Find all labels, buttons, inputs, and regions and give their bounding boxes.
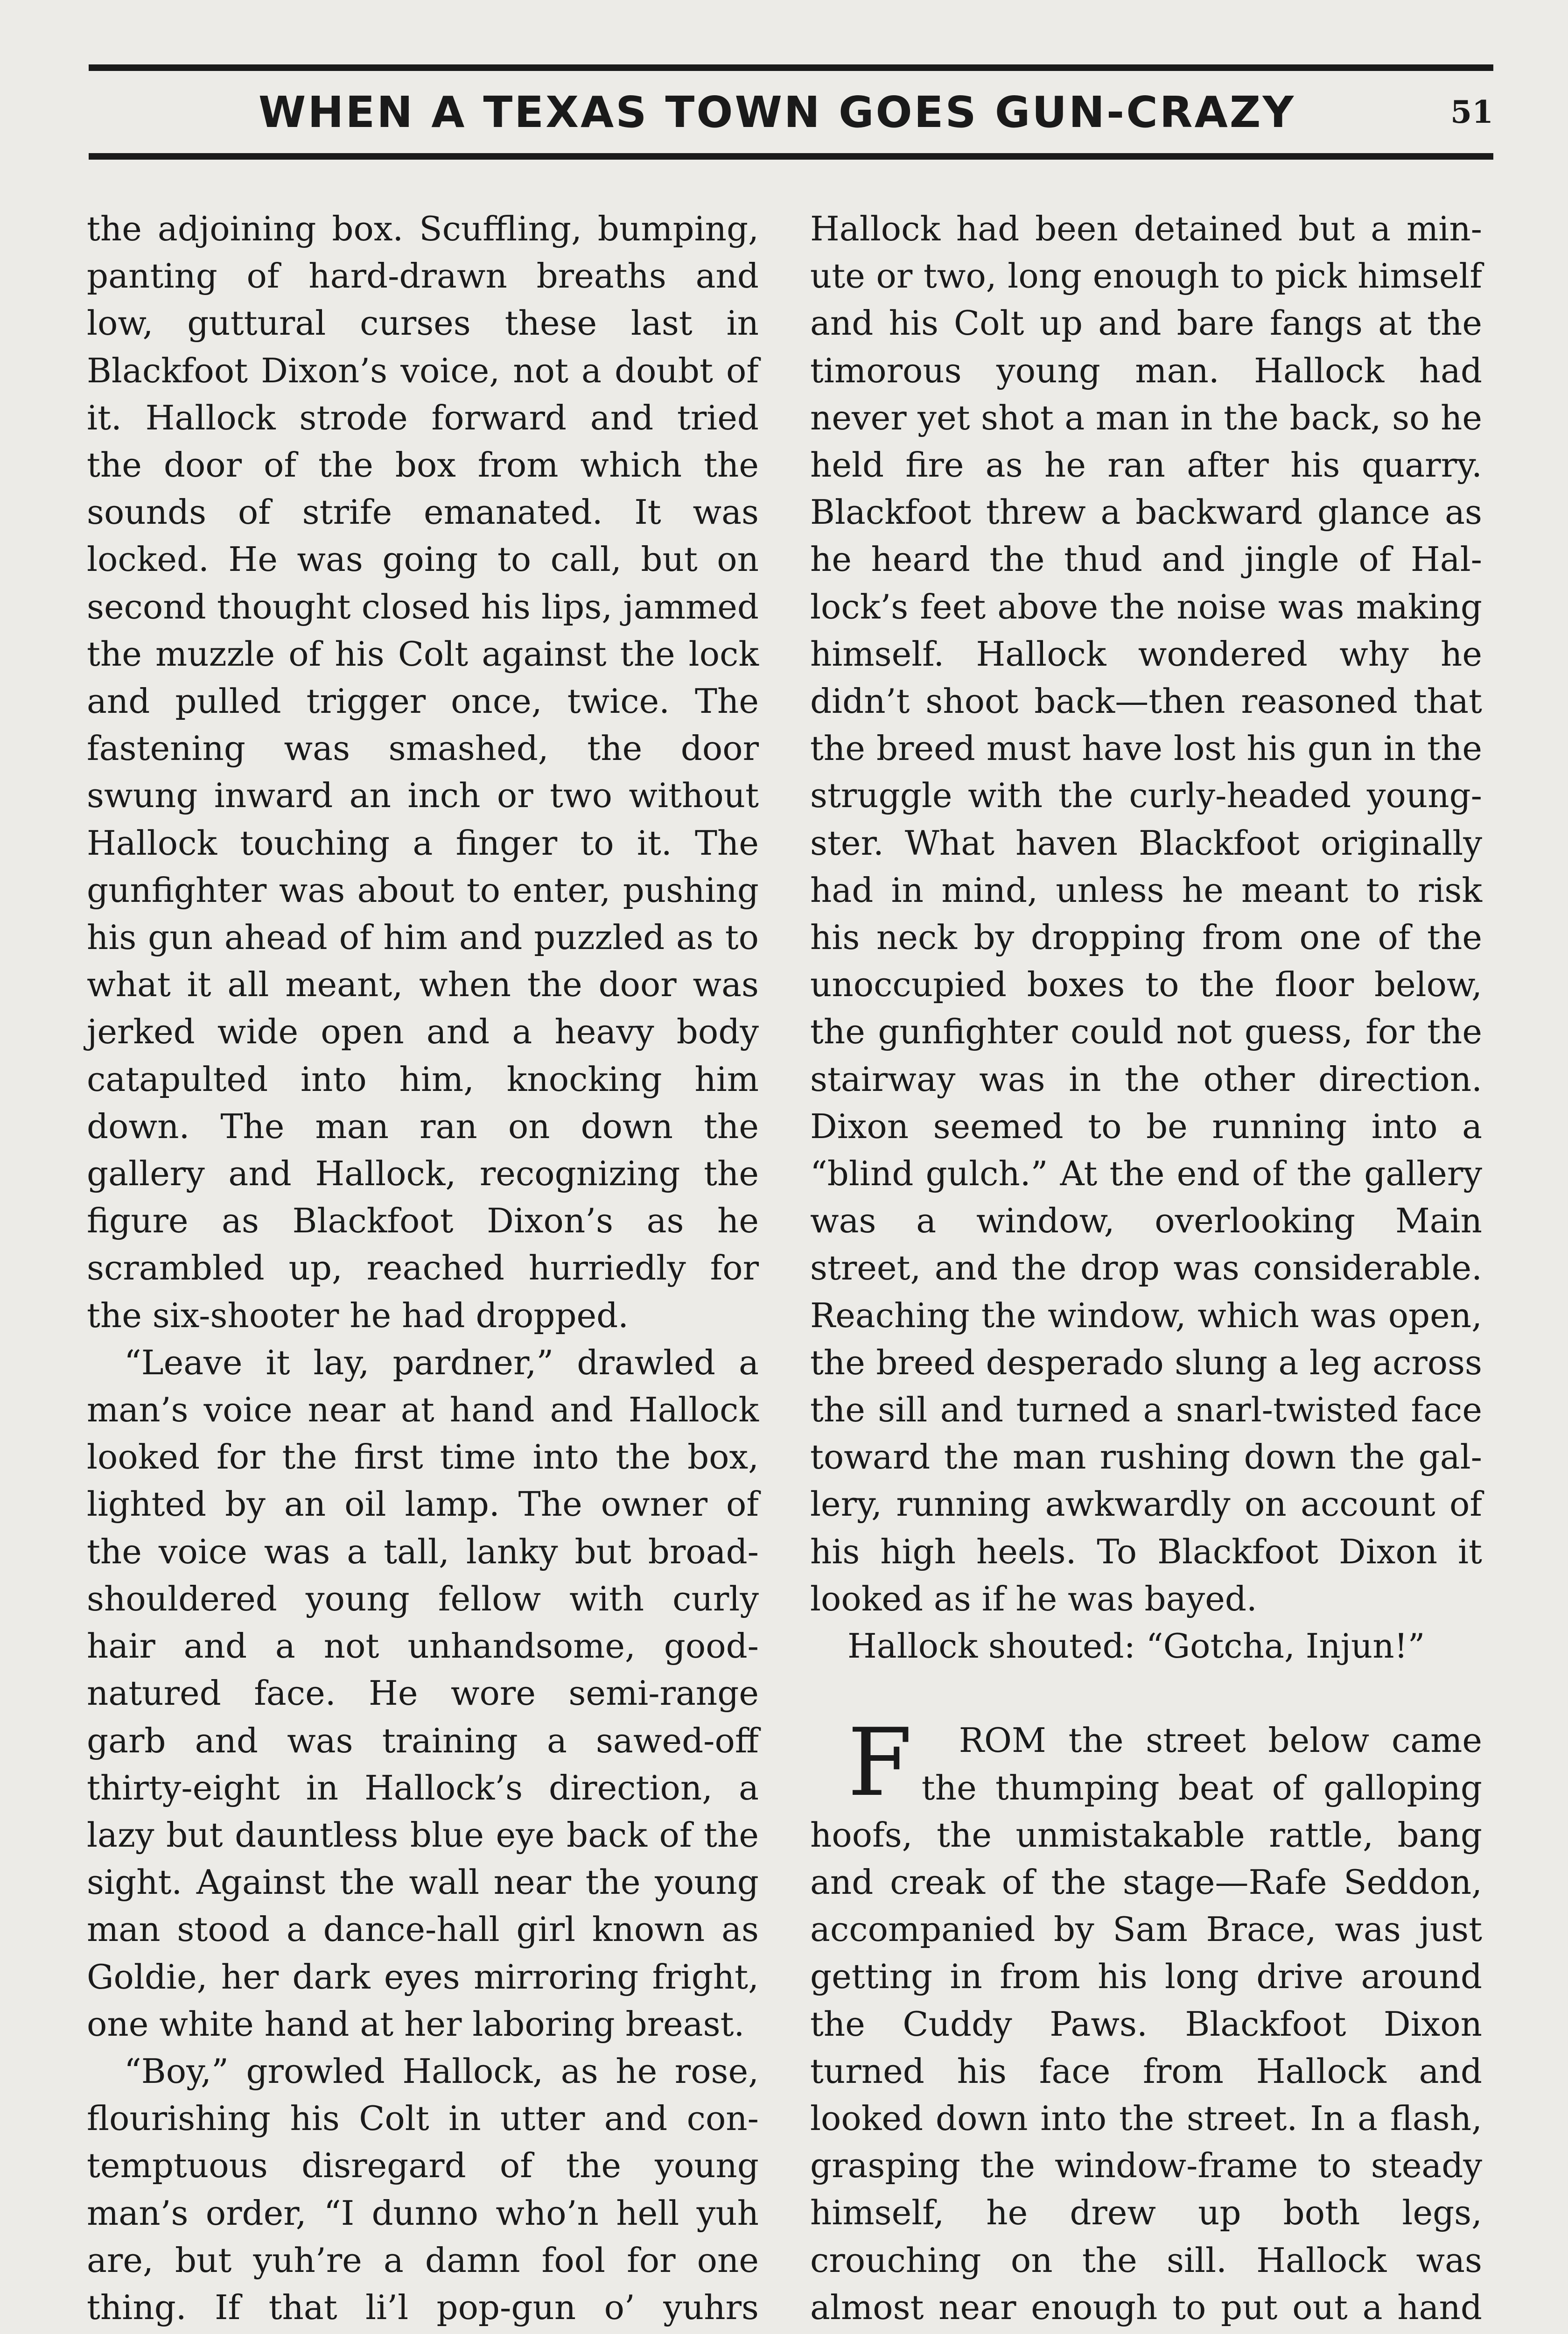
- paragraph: Hallock shouted: “Gotcha, Injun!”: [847, 1626, 1425, 1666]
- small-caps-word: ROM: [959, 1721, 1046, 1760]
- page-header: [89, 64, 1493, 162]
- page-number: 51: [1450, 94, 1493, 130]
- header-bottom-rule: [89, 153, 1493, 160]
- section-text: the street below came the thumping beat of galloping hoofs, the unmistakable rattle, bang and creak of the stage—Rafe Seddon, accompanied by Sam Brace, was just getting in from his long drive around the Cuddy Paws. Blackfoot Dixon turned his face from Hallock and looked down into the street. In a flash, grasping the window-frame to steady himself, he drew up both legs, crouching on the sill. Hallock was almost near enough to put out a hand: [810, 1721, 1482, 2327]
- paragraph: “Leave it lay, pardner,” drawled a man’s voice near at hand and Hallock looked for the first time into the box, lighted by an oil lamp. The owner of the voice was a tall, lanky but broad-shouldered young fellow with curly hair and a not unhandsome, good-natured face. He wore semi-range garb and was training a sawed-off thirty-eight in Hallock’s direction, a lazy but dauntless blue eye back of the sight. Against the wall near the young man stood a dance-hall girl known as Goldie, her dark eyes mirroring fright, one white hand at her laboring breast.: [87, 1343, 759, 2044]
- running-title: WHEN A TEXAS TOWN GOES GUN-CRAZY: [258, 87, 1296, 137]
- header-top-rule: [89, 64, 1493, 71]
- left-column: [87, 205, 759, 2334]
- paragraph: Hallock had been detained but a minute or two, long enough to pick himself and his Colt up and bare fangs at the timorous young man. Hallock had never yet shot a man in the back, so he held fire as he ran after his quarry. Blackfoot threw a backward glance as he heard the thud and jingle of Hallock’s feet above the noise was making himself. Hallock wondered why he didn’t shoot back—then reasoned that the breed must have lost his gun in the struggle with the curly-headed youngster. What haven Blackfoot originally had in mind, unless he meant to risk his neck by dropping from one of the unoccupied boxes to the floor below, the gunfighter could not guess, for the stairway was in the other direction. Dixon seemed to be running into a “blind gulch.” At the end of the gallery was a window, overlooking Main street, and the drop was considerable. Reaching the window, which was open, the breed desperado slung a leg across the sill and turned a snarl-twisted face toward the man rushing down the gallery, running awkwardly on account of his high heels. To Blackfoot Dixon it looked as if he was bayed.: [810, 209, 1482, 1618]
- section-opening-paragraph: [810, 1708, 1482, 2334]
- drop-cap: F: [847, 1708, 912, 1818]
- paragraph: “Boy,” growled Hallock, as he rose, flourishing his Colt in utter and contemptuous disregard of the young man’s order, “I dunno who’n hell yuh are, but yuh’re a damn fool for one thing. If that li’l pop-gun o’ yuhrs: [87, 2051, 759, 2327]
- paragraph: the adjoining box. Scuffling, bumping, panting of hard-drawn breaths and low, guttural curses these last in Blackfoot Dixon’s voice, not a doubt of it. Hallock strode forward and tried the door of the box from which the sounds of strife emanated. It was locked. He was going to call, but on second thought closed his lips, jammed the muzzle of his Colt against the lock and pulled trigger once, twice. The fastening was smashed, the door swung inward an inch or two without Hallock touching a finger to it. The gunfighter was about to enter, pushing his gun ahead of him and puzzled as to what it all meant, when the door was jerked wide open and a heavy body catapulted into him, knocking him down. The man ran on down the gallery and Hallock, recognizing the figure as Blackfoot Dixon’s as he scrambled up, reached hurriedly for the six-shooter he had dropped.: [87, 209, 759, 1335]
- right-column: [810, 205, 1482, 2334]
